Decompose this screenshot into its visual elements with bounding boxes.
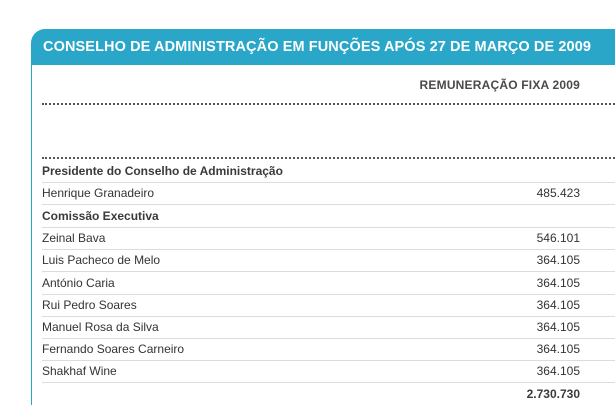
table-row xyxy=(42,338,580,360)
section-label-president xyxy=(42,160,580,182)
member-name: Zeinal Bava xyxy=(42,231,106,245)
table-row xyxy=(42,316,580,338)
section-label: Comissão Executiva xyxy=(42,209,159,223)
member-name: Manuel Rosa da Silva xyxy=(42,320,159,334)
member-value: 364.105 xyxy=(536,320,580,334)
member-value: 364.105 xyxy=(536,253,580,267)
dotted-divider-top xyxy=(42,103,615,105)
total-value: 2.730.730 xyxy=(526,387,580,401)
section-label-executive xyxy=(42,205,580,227)
member-name: Luis Pacheco de Melo xyxy=(42,253,161,267)
table-row xyxy=(42,249,580,271)
member-value: 364.105 xyxy=(536,342,580,356)
table-row xyxy=(42,294,580,316)
member-name: Fernando Soares Carneiro xyxy=(42,342,185,356)
member-name: Henrique Granadeiro xyxy=(42,186,155,200)
member-value: 364.105 xyxy=(536,276,580,290)
table-row xyxy=(42,227,580,249)
member-value: 485.423 xyxy=(536,186,580,200)
member-value: 364.105 xyxy=(536,298,580,312)
section-label: Presidente do Conselho de Administração xyxy=(42,164,283,178)
dotted-divider-bottom xyxy=(42,157,615,159)
table-row xyxy=(42,182,580,204)
member-value: 546.101 xyxy=(536,231,580,245)
column-header-remuneracao: REMUNERAÇÃO FIXA 2009 xyxy=(419,78,580,92)
table-row xyxy=(42,272,580,294)
member-name: Shakhaf Wine xyxy=(42,364,117,378)
table-title: CONSELHO DE ADMINISTRAÇÃO EM FUNÇÕES APÓS 27 DE MARÇO DE 2009 xyxy=(31,29,615,65)
total-row xyxy=(42,383,580,405)
table-row xyxy=(42,360,580,382)
left-border xyxy=(31,65,32,405)
member-name: António Caria xyxy=(42,276,115,290)
member-value: 364.105 xyxy=(536,364,580,378)
member-name: Rui Pedro Soares xyxy=(42,298,137,312)
